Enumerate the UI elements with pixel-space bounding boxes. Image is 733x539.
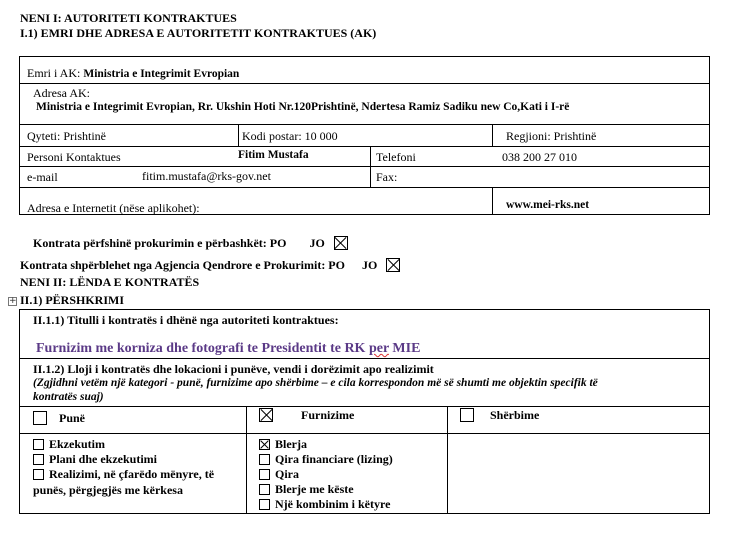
checkbox-icon[interactable] — [259, 469, 270, 480]
contract-title-value: Furnizim me korniza dhe fotografi te Presidentit te RK per MIE — [36, 341, 421, 356]
supplies-checkbox-icon[interactable] — [259, 408, 273, 422]
ii11-label: II.1.1) Titulli i kontratës i dhënë nga autoriteti kontraktues: — [33, 313, 339, 327]
works-option-realizimi-line2: punës, përgjegjës me kërkesa — [33, 483, 183, 497]
address-label: Adresa AK: — [33, 86, 90, 100]
joint-jo-checkbox-icon[interactable] — [334, 236, 348, 250]
category-services[interactable]: Shërbime — [460, 408, 539, 423]
category-works[interactable]: Punë — [33, 411, 85, 426]
email-value: fitim.mustafa@rks-gov.net — [142, 169, 271, 183]
supplies-option-lizing[interactable]: Qira financiare (lizing) — [259, 452, 393, 467]
contact-label: Personi Kontaktues — [27, 150, 121, 164]
city: Qyteti: Prishtinë — [27, 129, 106, 143]
checkbox-icon[interactable] — [33, 454, 44, 465]
works-option-plani[interactable]: Plani dhe ekzekutimi — [33, 452, 157, 467]
region: Regjioni: Prishtinë — [506, 129, 597, 143]
authority-name: Emri i AK: Ministria e Integrimit Evropian — [27, 66, 240, 80]
checkbox-icon[interactable] — [259, 499, 270, 510]
section2-title: NENI II: LËNDA E KONTRATËS — [20, 275, 200, 289]
address-value: Ministria e Integrimit Evropian, Rr. Ukshin Hoti Nr.120Prishtinë, Ndertesa Ramiz Sadiku new Co,Kati i I-rë — [36, 101, 570, 113]
contact-value: Fitim Mustafa — [238, 149, 309, 161]
ii12-label: II.1.2) Lloji i kontratës dhe lokacioni i punëve, vendi i dorëzimit apo realizimit — [33, 362, 434, 376]
joint-procurement: Kontrata përfshinë prokurimin e përbashkët: PO JO — [33, 236, 353, 251]
services-checkbox-icon[interactable] — [460, 408, 474, 422]
postal-code: Kodi postar: 10 000 — [242, 129, 338, 143]
works-checkbox-icon[interactable] — [33, 411, 47, 425]
central-procurement: Kontrata shpërblehet nga Agjencia Qendrore e Prokurimit: PO JO — [20, 258, 405, 273]
supplies-option-blerja[interactable]: Blerja — [259, 437, 307, 452]
internet-label: Adresa e Internetit (nëse aplikohet): — [27, 201, 200, 215]
section2-subtitle: II.1) PËRSHKRIMI — [20, 293, 125, 307]
internet-value: www.mei-rks.net — [506, 199, 590, 211]
supplies-option-kombinim[interactable]: Një kombinim i këtyre — [259, 497, 390, 512]
phone-value: 038 200 27 010 — [502, 150, 577, 164]
central-jo-checkbox-icon[interactable] — [386, 258, 400, 272]
checkbox-icon[interactable] — [33, 439, 44, 450]
email-label: e-mail — [27, 170, 58, 184]
checkbox-icon[interactable] — [33, 469, 44, 480]
section1-subtitle: I.1) EMRI DHE ADRESA E AUTORITETIT KONTRAKTUES (AK) — [20, 26, 377, 40]
works-option-realizimi[interactable]: Realizimi, në çfarëdo mënyre, të — [33, 467, 214, 482]
supplies-option-qira[interactable]: Qira — [259, 467, 299, 482]
fax-label: Fax: — [376, 170, 398, 184]
ii12-note-line2: kontratës suaj) — [33, 391, 104, 403]
checkbox-icon[interactable] — [259, 484, 270, 495]
supplies-option-kese[interactable]: Blerje me këste — [259, 482, 354, 497]
checkbox-icon[interactable] — [259, 454, 270, 465]
ii12-note-line1: (Zgjidhni vetëm një kategori - punë, furnizime apo shërbime – e cila korrespondon më së shumti me objektin specifik të — [33, 377, 598, 389]
table-move-icon[interactable]: + — [9, 296, 17, 306]
phone-label: Telefoni — [376, 150, 416, 164]
works-option-ekzekutim[interactable]: Ekzekutim — [33, 437, 105, 452]
category-supplies[interactable]: Furnizime — [259, 408, 354, 423]
checkbox-icon[interactable] — [259, 439, 270, 450]
section1-title: NENI I: AUTORITETI KONTRAKTUES — [20, 11, 237, 25]
